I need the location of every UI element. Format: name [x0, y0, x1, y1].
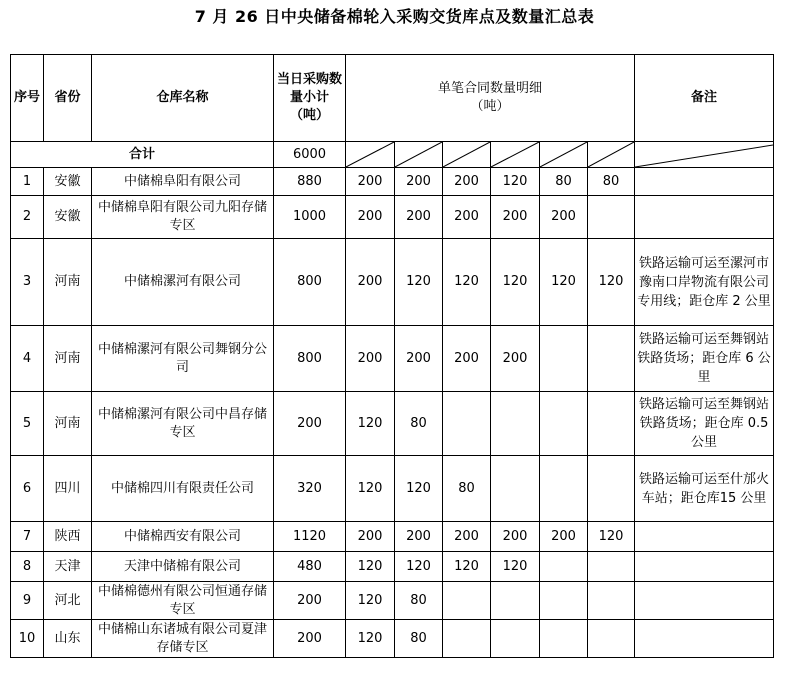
header-daily-qty: 当日采购数量小计（吨）: [274, 55, 346, 142]
row-remark: 铁路运输可运至舞钢站铁路货场；距仓库 0.5 公里: [635, 392, 774, 456]
row-seq: 4: [11, 326, 44, 392]
header-seq: 序号: [11, 55, 44, 142]
row-remark: [635, 168, 774, 196]
row-detail-qty: 80: [443, 456, 491, 522]
row-detail-qty: [540, 392, 588, 456]
table-row: [11, 582, 774, 620]
diagonal-cell: [540, 142, 588, 168]
row-detail-qty: 200: [540, 196, 588, 239]
table-row: [11, 196, 774, 239]
row-seq: 3: [11, 239, 44, 326]
row-detail-qty: 120: [491, 239, 540, 326]
row-remark: 铁路运输可运至漯河市豫南口岸物流有限公司专用线；距仓库 2 公里: [635, 239, 774, 326]
header-detail-label: 单笔合同数量明细: [438, 81, 543, 96]
row-qty: 200: [274, 582, 346, 620]
row-detail-qty: [491, 456, 540, 522]
row-remark: [635, 582, 774, 620]
row-province: 安徽: [44, 168, 92, 196]
row-warehouse: 中储棉漯河有限公司舞钢分公司: [92, 326, 274, 392]
diagonal-cell: [395, 142, 443, 168]
row-warehouse: 中储棉西安有限公司: [92, 522, 274, 552]
row-detail-qty: 200: [491, 522, 540, 552]
row-detail-qty: [588, 196, 635, 239]
diagonal-cell: [635, 142, 774, 168]
row-detail-qty: [540, 582, 588, 620]
table-row: [11, 620, 774, 658]
diagonal-cell: [588, 142, 635, 168]
row-detail-qty: 80: [588, 168, 635, 196]
row-detail-qty: [443, 620, 491, 658]
row-remark: [635, 552, 774, 582]
row-detail-qty: 200: [443, 168, 491, 196]
row-province: 河北: [44, 582, 92, 620]
diagonal-cell: [443, 142, 491, 168]
row-seq: 10: [11, 620, 44, 658]
row-detail-qty: 120: [395, 456, 443, 522]
header-detail-unit: （吨）: [470, 99, 510, 114]
row-seq: 9: [11, 582, 44, 620]
page-title: 7 月 26 日中央储备棉轮入采购交货库点及数量汇总表: [194, 7, 595, 26]
table-row: [11, 239, 774, 326]
table-row: [11, 456, 774, 522]
row-seq: 5: [11, 392, 44, 456]
row-qty: 480: [274, 552, 346, 582]
row-detail-qty: 80: [395, 582, 443, 620]
row-province: 山东: [44, 620, 92, 658]
row-detail-qty: 120: [491, 168, 540, 196]
row-detail-qty: 120: [395, 552, 443, 582]
row-warehouse: 中储棉阜阳有限公司: [92, 168, 274, 196]
row-detail-qty: [588, 456, 635, 522]
total-label: 合计: [11, 142, 274, 168]
row-detail-qty: 200: [395, 326, 443, 392]
row-detail-qty: 200: [395, 168, 443, 196]
row-detail-qty: 120: [346, 582, 395, 620]
summary-table: [10, 54, 774, 658]
row-detail-qty: 120: [443, 552, 491, 582]
row-detail-qty: 200: [443, 196, 491, 239]
row-detail-qty: [588, 620, 635, 658]
row-detail-qty: 80: [395, 620, 443, 658]
row-detail-qty: 120: [346, 456, 395, 522]
row-detail-qty: 200: [346, 326, 395, 392]
row-seq: 8: [11, 552, 44, 582]
row-warehouse: 天津中储棉有限公司: [92, 552, 274, 582]
row-seq: 7: [11, 522, 44, 552]
row-warehouse: 中储棉四川有限责任公司: [92, 456, 274, 522]
row-seq: 2: [11, 196, 44, 239]
row-detail-qty: [588, 392, 635, 456]
row-detail-qty: 80: [540, 168, 588, 196]
row-warehouse: 中储棉阜阳有限公司九阳存储专区: [92, 196, 274, 239]
row-province: 陕西: [44, 522, 92, 552]
row-province: 河南: [44, 326, 92, 392]
row-detail-qty: 120: [346, 620, 395, 658]
header-warehouse: 仓库名称: [92, 55, 274, 142]
row-detail-qty: [443, 392, 491, 456]
total-value: 6000: [274, 142, 346, 168]
row-detail-qty: 200: [346, 522, 395, 552]
row-remark: [635, 196, 774, 239]
row-detail-qty: 200: [395, 196, 443, 239]
header-detail: [346, 55, 635, 142]
diagonal-cell: [491, 142, 540, 168]
diagonal-cell: [346, 142, 395, 168]
row-province: 河南: [44, 392, 92, 456]
row-province: 安徽: [44, 196, 92, 239]
row-detail-qty: 120: [540, 239, 588, 326]
row-detail-qty: [540, 552, 588, 582]
row-detail-qty: 200: [346, 196, 395, 239]
row-province: 河南: [44, 239, 92, 326]
row-detail-qty: [588, 552, 635, 582]
row-remark: [635, 522, 774, 552]
row-province: 天津: [44, 552, 92, 582]
table-row: [11, 522, 774, 552]
row-detail-qty: 200: [443, 522, 491, 552]
row-warehouse: 中储棉山东诸城有限公司夏津存储专区: [92, 620, 274, 658]
row-detail-qty: [491, 392, 540, 456]
row-seq: 6: [11, 456, 44, 522]
row-detail-qty: [491, 620, 540, 658]
table-row: [11, 168, 774, 196]
row-detail-qty: 120: [346, 392, 395, 456]
row-remark: 铁路运输可运至舞钢站铁路货场；距仓库 6 公里: [635, 326, 774, 392]
row-remark: 铁路运输可运至什邡火车站；距仓库15 公里: [635, 456, 774, 522]
row-detail-qty: 200: [443, 326, 491, 392]
row-detail-qty: 200: [540, 522, 588, 552]
row-qty: 1000: [274, 196, 346, 239]
row-detail-qty: 80: [395, 392, 443, 456]
row-detail-qty: [588, 582, 635, 620]
row-warehouse: 中储棉漯河有限公司: [92, 239, 274, 326]
row-detail-qty: [540, 456, 588, 522]
row-detail-qty: 120: [588, 522, 635, 552]
row-warehouse: 中储棉德州有限公司恒通存储专区: [92, 582, 274, 620]
row-province: 四川: [44, 456, 92, 522]
header-remark: 备注: [635, 55, 774, 142]
row-detail-qty: [443, 582, 491, 620]
row-qty: 200: [274, 392, 346, 456]
total-row: [11, 142, 774, 168]
row-qty: 320: [274, 456, 346, 522]
header-province: 省份: [44, 55, 92, 142]
row-detail-qty: 200: [346, 168, 395, 196]
row-warehouse: 中储棉漯河有限公司中昌存储专区: [92, 392, 274, 456]
row-detail-qty: [540, 620, 588, 658]
row-detail-qty: [491, 582, 540, 620]
row-qty: 880: [274, 168, 346, 196]
row-detail-qty: [540, 326, 588, 392]
row-qty: 1120: [274, 522, 346, 552]
row-detail-qty: 200: [491, 196, 540, 239]
row-detail-qty: 120: [491, 552, 540, 582]
row-seq: 1: [11, 168, 44, 196]
row-qty: 200: [274, 620, 346, 658]
row-qty: 800: [274, 239, 346, 326]
row-qty: 800: [274, 326, 346, 392]
row-detail-qty: [588, 326, 635, 392]
row-remark: [635, 620, 774, 658]
table-row: [11, 552, 774, 582]
row-detail-qty: 120: [395, 239, 443, 326]
row-detail-qty: 120: [346, 552, 395, 582]
row-detail-qty: 200: [346, 239, 395, 326]
row-detail-qty: 200: [395, 522, 443, 552]
table-row: [11, 326, 774, 392]
table-row: [11, 392, 774, 456]
row-detail-qty: 120: [443, 239, 491, 326]
row-detail-qty: 120: [588, 239, 635, 326]
row-detail-qty: 200: [491, 326, 540, 392]
